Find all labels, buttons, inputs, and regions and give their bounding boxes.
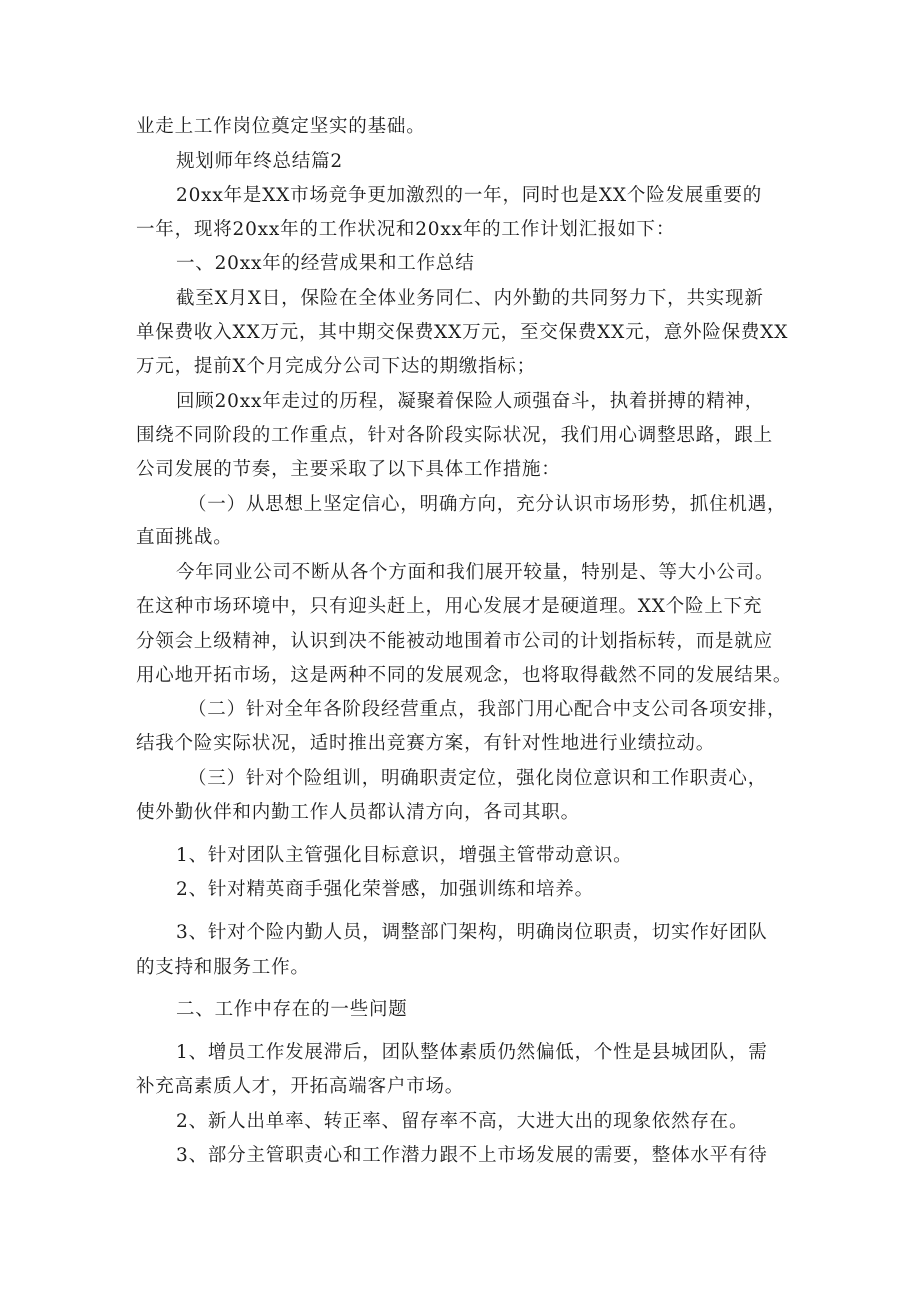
paragraph-line: 补充高素质人才，开拓高端客户市场。 [136,1076,465,1097]
paragraph-line: 20xx年是XX市场竞争更加激烈的一年，同时也是XX个险发展重要的 [176,185,762,206]
subsection-heading: （一）从思想上坚定信心，明确方向，充分认识市场形势，抓住机遇， [188,494,787,515]
list-item: 3、针对个险内勤人员，调整部门架构，明确岗位职责，切实作好团队 [176,922,768,943]
paragraph-line: 公司发展的节奏，主要采取了以下具体工作措施： [136,459,561,480]
section-heading: 规划师年终总结篇2 [176,151,343,172]
paragraph-line: 结我个险实际状况，适时推出竞赛方案，有针对性地进行业绩拉动。 [136,733,716,754]
paragraph-line: 在这种市场环境中，只有迎头赶上，用心发展才是硬道理。XX个险上下充 [136,596,763,617]
paragraph-line: 单保费收入XX万元，其中期交保费XX万元，至交保费XX元，意外险保费XX [136,322,789,343]
paragraph-line: 回顾20xx年走过的历程，凝聚着保险人顽强奋斗，执着拼搏的精神， [176,391,765,412]
paragraph-line: 的支持和服务工作。 [136,957,310,978]
paragraph-line: 围绕不同阶段的工作重点，针对各阶段实际状况，我们用心调整思路，跟上 [136,425,773,446]
section-heading: 一、20xx年的经营成果和工作总结 [176,253,475,274]
paragraph-line: 用心地开拓市场，这是两种不同的发展观念，也将取得截然不同的发展结果。 [136,665,793,686]
paragraph-line: 使外勤伙伴和内勤工作人员都认清方向，各司其职。 [136,802,580,823]
paragraph-line: 万元，提前X个月完成分公司下达的期缴指标； [136,356,536,377]
list-item: 2、新人出单率、转正率、留存率不高，大进大出的现象依然存在。 [176,1111,749,1132]
paragraph-line: 直面挑战。 [136,527,233,548]
paragraph-line: 今年同业公司不断从各个方面和我们展开较量，特别是、等大小公司。 [176,562,775,583]
paragraph-line: 截至X月X日，保险在全体业务同仁、内外勤的共同努力下，共实现新 [176,288,764,309]
subsection-heading: （二）针对全年各阶段经营重点，我部门用心配合中支公司各项安排， [188,699,787,720]
paragraph-line: 业走上工作岗位奠定坚实的基础。 [136,116,426,137]
list-item: 3、部分主管职责心和工作潜力跟不上市场发展的需要，整体水平有待 [176,1145,768,1166]
list-item: 2、针对精英商手强化荣誉感，加强训练和培养。 [176,879,594,900]
list-item: 1、增员工作发展滞后，团队整体素质仍然偏低，个性是县城团队，需 [176,1042,768,1063]
subsection-heading: （三）针对个险组训，明确职责定位，强化岗位意识和工作职责心， [188,768,768,789]
paragraph-line: 一年，现将20xx年的工作状况和20xx年的工作计划汇报如下： [136,219,676,240]
list-item: 1、针对团队主管强化目标意识，增强主管带动意识。 [176,845,633,866]
paragraph-line: 分领会上级精神，认识到决不能被动地围着市公司的计划指标转，而是就应 [136,631,773,652]
section-heading: 二、工作中存在的一些问题 [176,999,408,1020]
